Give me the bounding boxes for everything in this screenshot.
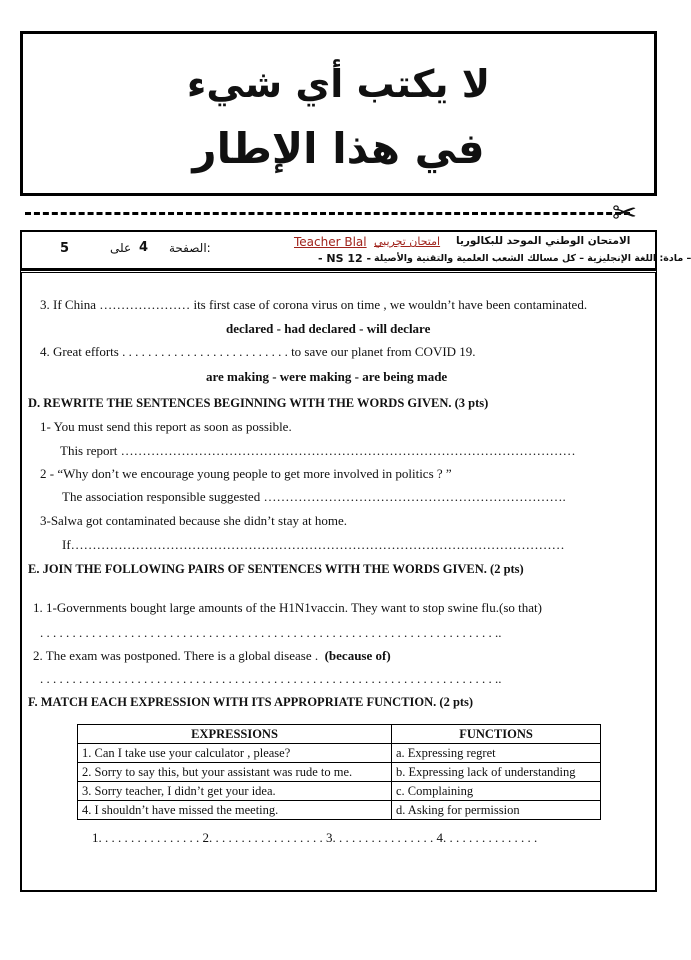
rewrite-answer-2: The association responsible suggested …………………………………………………………….: [62, 489, 566, 504]
join-pair-2-cue: (because of): [324, 648, 391, 663]
function-cell: d. Asking for permission: [392, 801, 601, 820]
page-total: 5: [60, 241, 70, 256]
expression-cell: 1. Can I take use your calculator , please?: [78, 744, 392, 763]
rewrite-answer-3: If……………………………………………………………………………………………………: [62, 537, 565, 552]
page-current: 4: [139, 240, 149, 255]
no-writing-line-1: لا يكتب أي شيء: [186, 62, 491, 106]
join-pair-2: [33, 648, 391, 664]
join-answer-2: . . . . . . . . . . . . . . . . . . . . . . . . . . . . . . . . . . . . . . . . . . . . . . . . . . . . . . . . . . . . . . . . . . . . . . ..: [40, 671, 502, 686]
functions-header: FUNCTIONS: [392, 725, 601, 744]
question-c3-options: declared - had declared - will declare: [226, 321, 431, 336]
expression-cell: 4. I shouldn’t have missed the meeting.: [78, 801, 392, 820]
rewrite-answer-1: This report ……………………………………………………………………………………………: [60, 443, 576, 458]
table-row: [78, 744, 601, 763]
no-writing-frame: [20, 31, 657, 196]
exam-type: امتحان تجريبي: [374, 235, 441, 248]
of-label: على: [110, 241, 132, 255]
exam-code: - NS 12 -: [318, 252, 372, 265]
exam-header: [20, 230, 691, 270]
scissors-icon: ✂: [612, 196, 638, 231]
cut-line: [25, 212, 630, 215]
section-f-title: F. MATCH EACH EXPRESSION WITH ITS APPROPRIATE FUNCTION. (2 pts): [28, 695, 474, 709]
table-row: [78, 763, 601, 782]
subject-line: مادة: اللغة الإنجليزية – كل مسالك الشعب العلمية والتقنية والأصيلة –: [374, 253, 691, 264]
teacher-name: Teacher Blal: [294, 235, 367, 249]
rewrite-sentence-2: 2 - “Why don’t we encourage young people to get more involved in politics ? ”: [40, 466, 452, 481]
exam-title: الامتحان الوطني الموحد للبكالوريا: [456, 235, 631, 247]
expressions-header: EXPRESSIONS: [78, 725, 392, 744]
rewrite-sentence-1: 1- You must send this report as soon as possible.: [40, 419, 292, 434]
expression-cell: 3. Sorry teacher, I didn’t get your idea.: [78, 782, 392, 801]
function-cell: b. Expressing lack of understanding: [392, 763, 601, 782]
join-pair-2-text: 2. The exam was postponed. There is a global disease .: [33, 648, 319, 663]
function-cell: c. Complaining: [392, 782, 601, 801]
no-writing-line-2: في هذا الإطار: [192, 124, 485, 173]
question-c4-options: are making - were making - are being made: [206, 369, 448, 384]
page-label: الصفحة:: [169, 241, 211, 255]
join-answer-1: . . . . . . . . . . . . . . . . . . . . . . . . . . . . . . . . . . . . . . . . . . . . . . . . . . . . . . . . . . . . . . . . . . . . . . ..: [40, 625, 502, 640]
section-e-title: E. JOIN THE FOLLOWING PAIRS OF SENTENCES WITH THE WORDS GIVEN. (2 pts): [28, 562, 524, 576]
function-cell: a. Expressing regret: [392, 744, 601, 763]
question-c4: 4. Great efforts . . . . . . . . . . . . . . . . . . . . . . . . . . to save our planet from COVID 19.: [40, 344, 476, 359]
table-header-row: [78, 725, 601, 744]
matching-table: [77, 724, 601, 820]
matching-answers: 1. . . . . . . . . . . . . . . . 2. . . . . . . . . . . . . . . . . . 3. . . . . . . . . . . . . . . . 4. . . . . . . . . . . . . . .: [92, 830, 538, 845]
table-row: [78, 801, 601, 820]
section-d-title: D. REWRITE THE SENTENCES BEGINNING WITH THE WORDS GIVEN. (3 pts): [28, 396, 489, 410]
expression-cell: 2. Sorry to say this, but your assistant was rude to me.: [78, 763, 392, 782]
rewrite-sentence-3: 3-Salwa got contaminated because she didn’t stay at home.: [40, 513, 347, 528]
question-c3: 3. If China ………………… its first case of corona virus on time , we wouldn’t have been contaminated.: [40, 297, 588, 312]
join-pair-1: 1. 1-Governments bought large amounts of the H1N1vaccin. They want to stop swine flu.(so that): [33, 600, 542, 615]
table-row: [78, 782, 601, 801]
